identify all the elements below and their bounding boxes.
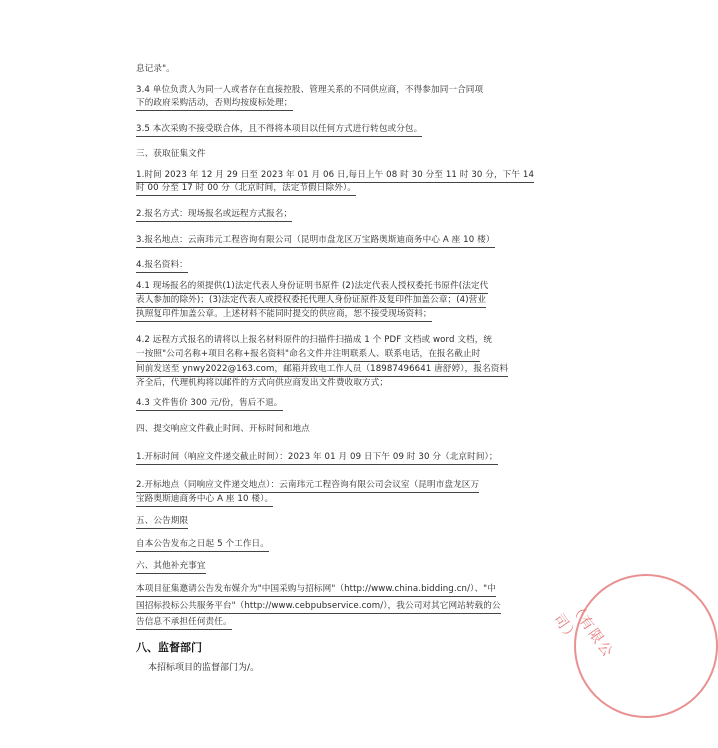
text-line: 国招标投标公共服务平台"（http://www.cebpubservice.com/），我公司对其它网站转载的公 — [136, 601, 501, 614]
text-line: 4.1 现场报名的须提供(1)法定代表人身份证明书原件 (2)法定代表人授权委托书原件(法定代 — [136, 281, 488, 294]
text-line: 4.3 文件售价 300 元/份，售后不退。 — [136, 398, 283, 411]
text-line: 时 00 分至 17 时 00 分（北京时间，法定节假日除外）。 — [136, 183, 356, 196]
company-seal — [550, 568, 656, 688]
section-title: 三、获取征集文件 — [136, 149, 206, 159]
section-title: 六、其他补充事宜 — [136, 561, 206, 574]
text-line: 3.5 本次采购不接受联合体，且不得将本项目以任何方式进行转包或分包。 — [136, 124, 422, 137]
text-line: 4.2 远程方式报名的请将以上报名材料原件的扫描件扫描成 1 个 PDF 文档或 word 文档，统 — [136, 335, 493, 345]
text-line: 2.开标地点（同响应文件递交地点）：云南玮元工程咨询有限公司会议室（昆明市盘龙区万 — [136, 480, 479, 493]
text-line: 告信息不承担任何责任。 — [136, 617, 232, 630]
text-line: 4.报名资料： — [136, 260, 188, 273]
text-line: 1.时间 2023 年 12 月 29 日至 2023 年 01 月 06 日,每日上午 08 时 30 分至 11 时 30 分，下午 14 — [136, 170, 534, 183]
section-title: 四、提交响应文件截止时间、开标时间和地点 — [136, 424, 310, 434]
text-line: 本项目征集邀请公告发布媒介为"中国采购与招标网"（http://www.china.bidding.cn/）、"中 — [136, 584, 496, 597]
text-line: 2.报名方式：现场报名或远程方式报名； — [136, 209, 292, 222]
seal-text: （有限公司） — [550, 599, 617, 662]
text-line: 3.4 单位负责人为同一人或者存在直接控股、管理关系的不同供应商，不得参加同一合同项 — [136, 85, 484, 95]
text-line: 一按照"公司名称+项目名称+报名资料"命名文件并注明联系人、联系电话，在报名截止时 — [136, 349, 480, 362]
text-line: 执照复印件加盖公章。上述材料不能同时提交的供应商，恕不接受现场资料； — [136, 309, 432, 322]
text-line: 间前发送至 ynwy2022@163.com，邮箱并致电工作人员（18987496641 唐舒婷），报名资料 — [136, 364, 508, 377]
supervision-text: 本招标项目的监督部门为/。 — [148, 663, 260, 673]
text-line: 息记录"。 — [136, 64, 175, 74]
text-line: 齐全后，代理机构将以邮件的方式向供应商发出文件费收取方式； — [136, 378, 389, 388]
text-line: 宝路奥斯迪商务中心 A 座 10 楼）。 — [136, 494, 273, 507]
text-line: 表人参加的除外)；(3)法定代表人或授权委托代理人身份证原件及复印件加盖公章；(4)营业 — [136, 295, 486, 308]
text-line: 1.开标时间（响应文件递交截止时间）：2023 年 01 月 09 日下午 09 时 30 分（北京时间）； — [136, 452, 498, 465]
text-line: 自本公告发布之日起 5 个工作日。 — [136, 539, 269, 552]
text-line: 下的政府采购活动，否则均按废标处理； — [136, 98, 293, 111]
text-line: 3.报名地点：云南玮元工程咨询有限公司（昆明市盘龙区万宝路奥斯迪商务中心 A 座 10 楼） — [136, 235, 495, 248]
section-heading: 八、监督部门 — [136, 641, 202, 654]
section-title: 五、公告期限 — [136, 516, 188, 529]
